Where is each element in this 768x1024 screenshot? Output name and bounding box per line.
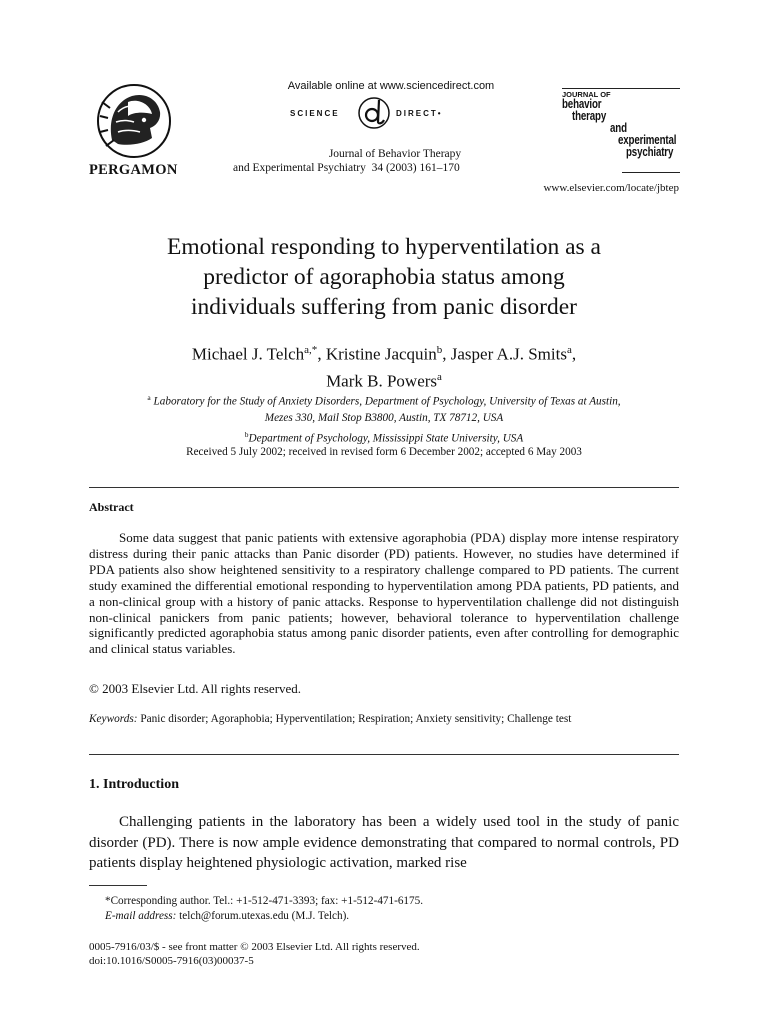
doi-line: doi:10.1016/S0005-7916(03)00037-5 (89, 955, 254, 967)
journal-url-link[interactable]: www.elsevier.com/locate/jbtep (543, 182, 679, 194)
journal-logo-word: psychiatry (626, 145, 674, 159)
author-separator: , (317, 344, 326, 364)
divider (89, 754, 679, 755)
corresponding-author-footnote: *Corresponding author. Tel.: +1-512-471-3393; fax: +1-512-471-6175. (105, 895, 423, 907)
author-name: Kristine Jacquin (325, 344, 437, 364)
abstract-body: Some data suggest that panic patients with extensive agoraphobia (PDA) display more intense respiratory distress during their panic attacks than Panic disorder (PD) patients. However, no studies have determined if PDA patients also show heightened sensitivity to a respiratory challenge compared to PD patients. The current study examined the differential emotional responding to hyperventilation among PDA patients, PD patients, and a non-clinical group with a history of panic attacks. Response to hyperventilation challenge did not distinguish non-clinical panickers from panic patients; however, behavioral tolerance to hyperventilation challenge significantly predicted agoraphobia status among panic disorder patients, even after controlling for demographic and clinical status variables. (89, 530, 679, 657)
journal-logo-word: behavior (562, 97, 602, 111)
abstract-copyright: © 2003 Elsevier Ltd. All rights reserved. (89, 681, 302, 696)
email-footnote (105, 910, 349, 922)
introduction-body: Challenging patients in the laboratory has been a widely used tool in the study of panic disorder (PD). There is now ample evidence demonstrating that compared to normal controls, PD patients display heightened physiologic activation, marked rise (89, 814, 679, 871)
article-title (0, 232, 768, 322)
divider (89, 487, 679, 488)
issn-line: 0005-7916/03/$ - see front matter © 2003 Elsevier Ltd. All rights reserved. (89, 941, 420, 953)
author-separator: , (571, 344, 577, 364)
available-online-text: Available online at www.sciencedirect.com (287, 80, 495, 92)
sciencedirect-right-text: DIRECT• (396, 109, 443, 118)
affiliation-mark: b (244, 429, 249, 439)
journal-name-line2: and Experimental Psychiatry 34 (2003) 161–170 (233, 162, 460, 174)
title-line: individuals suffering from panic disorder (191, 294, 577, 320)
title-line: predictor of agoraphobia status among (203, 264, 565, 290)
author-separator: , (442, 344, 451, 364)
publisher-name: PERGAMON (89, 162, 178, 178)
keywords-text: Panic disorder; Agoraphobia; Hyperventilation; Respiration; Anxiety sensitivity; Challenge test (140, 713, 572, 725)
author-affiliation-mark: a,* (304, 344, 318, 356)
affiliation-a-line1: Laboratory for the Study of Anxiety Disorders, Department of Psychology, University of Texas at Austin, (153, 395, 621, 408)
affiliation-a-line2: Mezes 330, Mail Stop B3800, Austin, TX 78712, USA (264, 412, 504, 425)
author-list (0, 339, 768, 392)
author-affiliation-mark: a (566, 344, 572, 356)
affiliation-b: Department of Psychology, Mississippi State University, USA (248, 432, 524, 445)
journal-name-line1: Journal of Behavior Therapy (328, 148, 462, 160)
keywords (89, 712, 679, 727)
email-label: E-mail address: (105, 910, 177, 922)
author-name: Michael J. Telch (191, 344, 305, 364)
author-affiliation-mark: a (437, 370, 442, 383)
abstract-heading: Abstract (89, 500, 134, 514)
journal-logo-top: JOURNAL OF (562, 88, 680, 96)
author-name: Mark B. Powers (326, 371, 438, 391)
journal-logo-word: therapy (572, 109, 607, 123)
title-line: Emotional responding to hyperventilation as a (166, 234, 601, 260)
email-link[interactable]: telch@forum.utexas.edu (M.J. Telch). (179, 910, 350, 922)
author-name: Jasper A.J. Smits (450, 344, 567, 364)
journal-logo-rule (622, 172, 680, 173)
keywords-label: Keywords: (89, 713, 138, 725)
sciencedirect-left-text: SCIENCE (290, 109, 340, 118)
footnote-divider (89, 885, 147, 886)
section-heading: 1. Introduction (89, 777, 179, 792)
sciencedirect-logo (290, 96, 460, 130)
journal-logo-word: and (610, 121, 627, 135)
journal-logo-word: experimental (618, 133, 677, 147)
journal-logo (562, 88, 680, 174)
affiliations (80, 390, 688, 447)
received-dates: Received 5 July 2002; received in revised form 6 December 2002; accepted 6 May 2003 (186, 446, 582, 458)
at-sign-icon (354, 96, 394, 130)
affiliation-mark: a (147, 393, 151, 402)
author-affiliation-mark: b (436, 344, 443, 356)
